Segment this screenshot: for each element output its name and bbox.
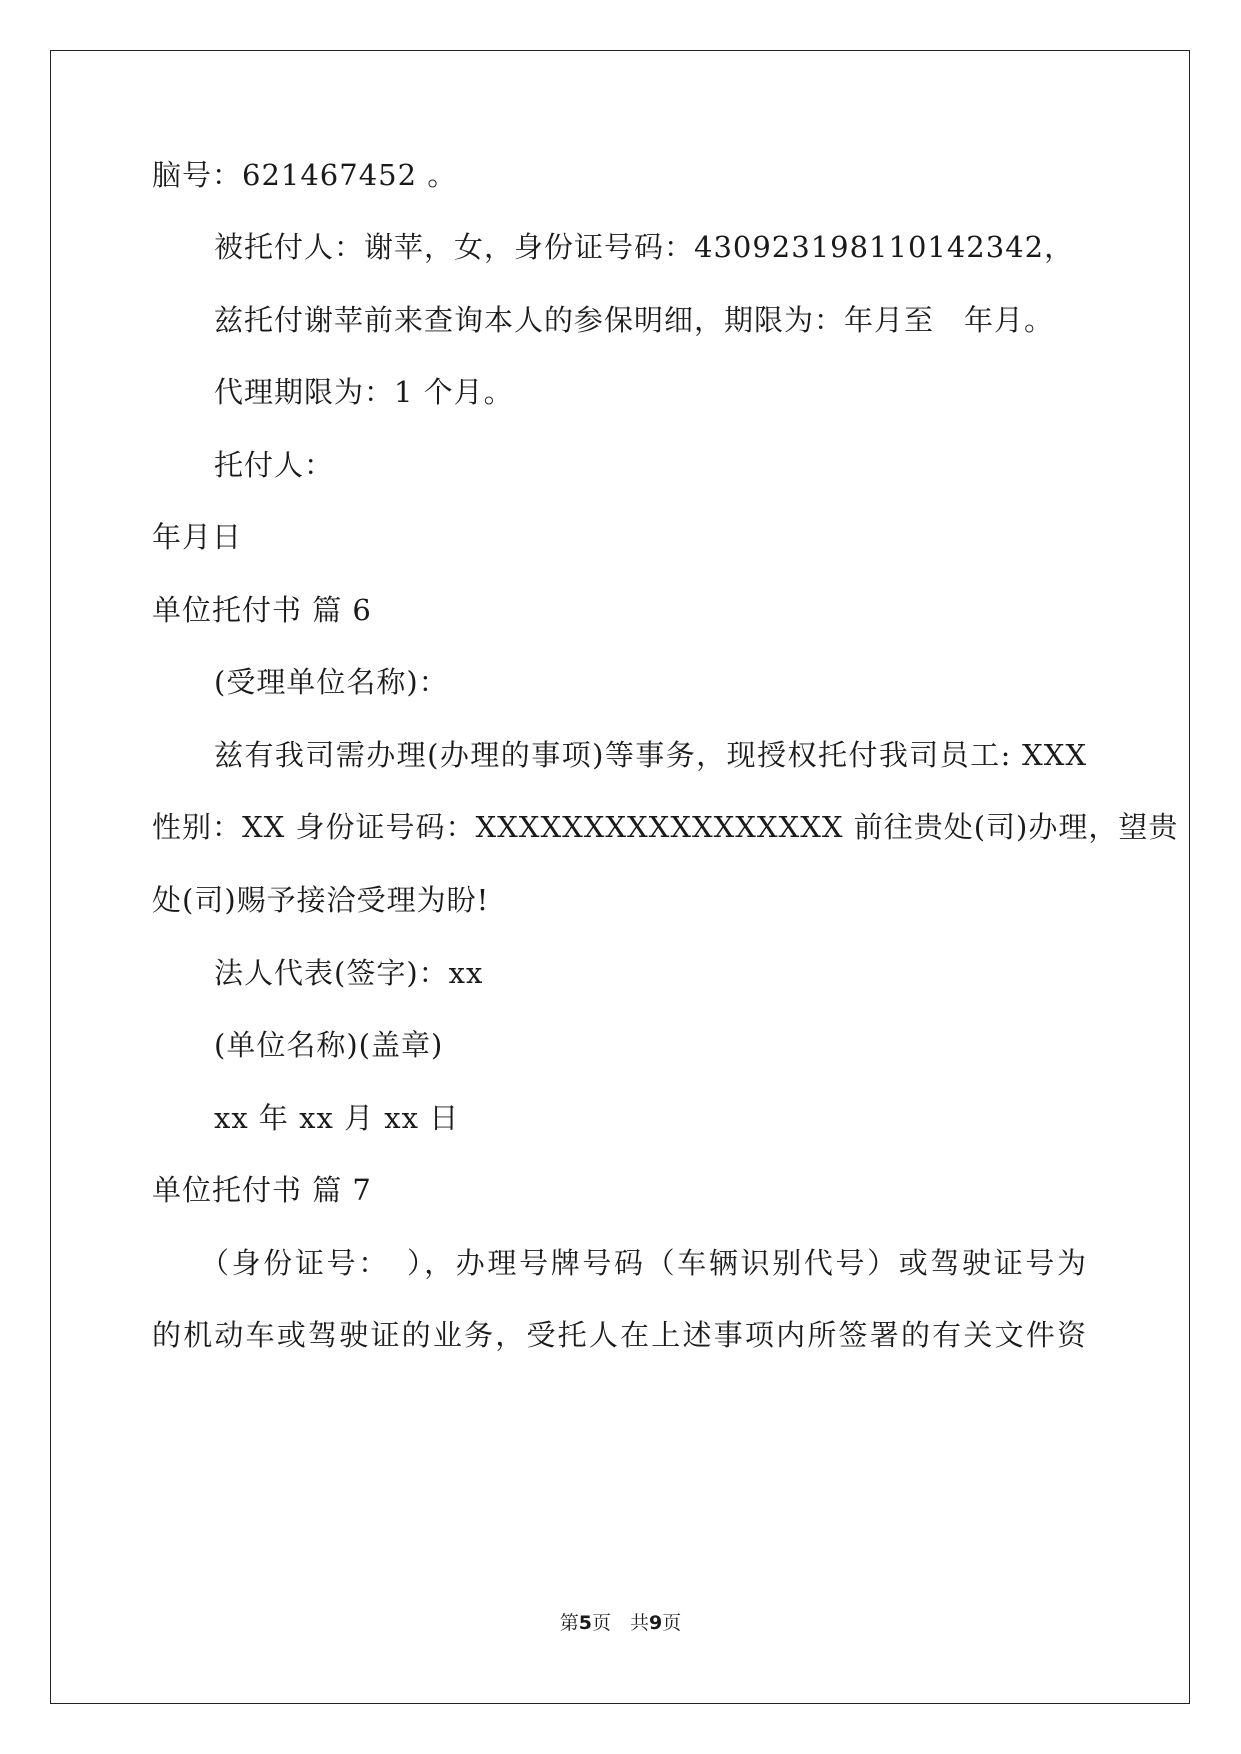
footer-suffix: 页 [662, 1612, 682, 1634]
text-line-5: 托付人： [214, 448, 335, 482]
text-line-13: (单位名称)(盖章) [214, 1028, 444, 1062]
footer-prefix: 第 [559, 1612, 579, 1634]
text-line-12: 法人代表(签字)：xx [214, 956, 484, 990]
text-line-1: 脑号：621467452 。 [152, 158, 458, 192]
text-line-6: 年月日 [152, 520, 243, 554]
page-footer [0, 1611, 1241, 1635]
footer-page-number: 5 [578, 1612, 592, 1634]
text-line-4: 代理期限为：1 个月。 [214, 375, 514, 409]
footer-total-pages: 9 [649, 1612, 663, 1634]
text-line-9: 兹有我司需办理(办理的事项)等事务，现授权托付我司员工: XXX [214, 738, 1087, 772]
text-line-17: 的机动车或驾驶证的业务，受托人在上述事项内所签署的有关文件资 [152, 1318, 1087, 1352]
text-line-11: 处(司)赐予接洽受理为盼! [152, 883, 490, 917]
page-border [50, 50, 1190, 1704]
text-line-14: xx 年 xx 月 xx 日 [214, 1101, 460, 1135]
text-line-3: 兹托付谢苹前来查询本人的参保明细，期限为：年月至 年月。 [214, 303, 1055, 337]
section-heading-7: 单位托付书 篇 7 [152, 1173, 372, 1207]
text-line-2: 被托付人：谢苹，女，身份证号码：430923198110142342， [214, 230, 1075, 264]
text-line-10: 性别：XX 身份证号码：XXXXXXXXXXXXXXXXX 前往贵处(司)办理，望贵 [152, 810, 1179, 844]
section-heading-6: 单位托付书 篇 6 [152, 593, 372, 627]
text-line-8: (受理单位名称)： [214, 665, 449, 699]
footer-mid: 页 共 [591, 1612, 649, 1634]
text-line-16: （身份证号： ），办理号牌号码（车辆识别代号）或驾驶证号为 [200, 1246, 1087, 1280]
